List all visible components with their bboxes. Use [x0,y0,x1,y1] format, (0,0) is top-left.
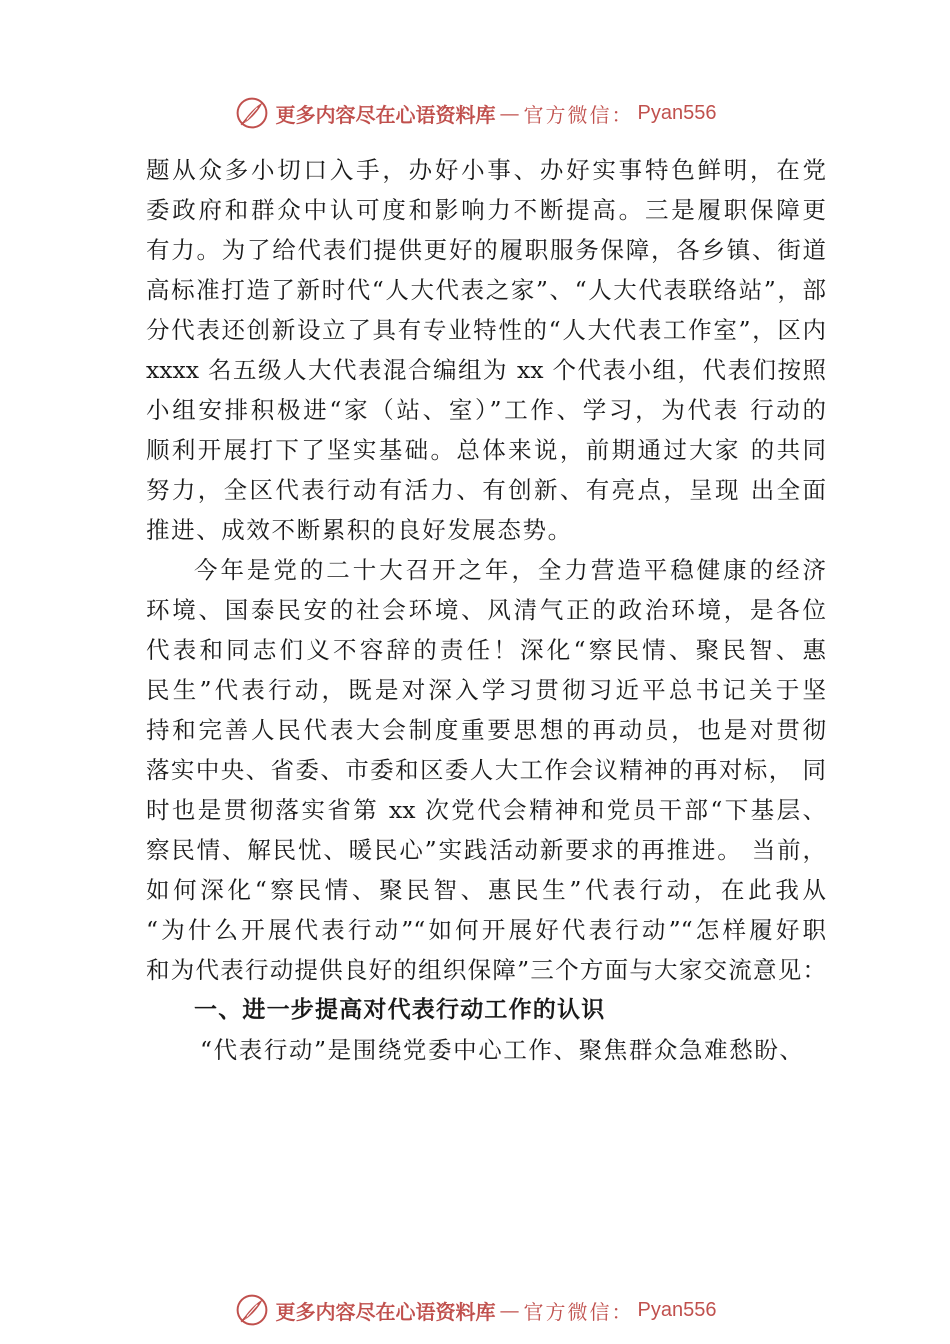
text-line: 努力，全区代表行动有活力、有创新、有亮点，呈现 出全面 [146,476,826,504]
watermark-brand: 更多内容尽在心语资料库 [275,1299,496,1324]
watermark-official-label: 官方微信： [523,102,634,127]
text-line: 高标准打造了新时代“人大代表之家”、“人大代表联络站”，部 [146,276,826,304]
text-line: 委政府和群众中认可度和影响力不断提高。三是履职保障更 [146,196,826,224]
watermark-dash: — [499,1298,520,1322]
text-line: “为什么开展代表行动”“如何开展好代表行动”“怎样履好职 [146,916,826,944]
text-line: 今年是党的二十大召开之年，全力营造平稳健康的经济 [194,556,826,584]
text-line: xxxx 名五级人大代表混合编组为 xx 个代表小组，代表们按照 [146,356,826,384]
header-watermark [0,93,950,133]
text-line: 落实中央、省委、市委和区委人大工作会议精神的再对标， 同 [146,756,826,784]
text-line: 顺利开展打下了坚实基础。总体来说，前期通过大家 的共同 [146,436,826,464]
watermark-official-label: 官方微信： [523,1299,634,1324]
document-body [146,150,826,1070]
feather-pen-logo-icon [234,1292,270,1328]
watermark-brand: 更多内容尽在心语资料库 [275,102,496,127]
text-line: 题从众多小切口入手，办好小事、办好实事特色鲜明，在党 [146,156,826,184]
text-line: 和为代表行动提供良好的组织保障”三个方面与大家交流意见： [146,956,826,984]
text-line: 如何深化“察民情、聚民智、惠民生”代表行动，在此我从 [146,876,826,904]
paragraph-second [146,550,826,990]
text-line: 持和完善人民代表大会制度重要思想的再动员，也是对贯彻 [146,716,826,744]
watermark-dash: — [499,101,520,125]
feather-pen-logo-icon [234,95,270,131]
text-line: 代表和同志们义不容辞的责任！深化“察民情、聚民智、惠 [146,636,826,664]
footer-watermark [0,1290,950,1330]
section-heading: 一、进一步提高对代表行动工作的认识 [194,997,606,1023]
text-line: 有力。为了给代表们提供更好的履职服务保障，各乡镇、街道 [146,236,826,264]
text-line: “代表行动”是围绕党委中心工作、聚焦群众急难愁盼、 [200,1036,805,1064]
watermark-wechat-id: Pyan556 [637,1298,717,1321]
text-line: 分代表还创新设立了具有专业特性的“人大代表工作室”，区内 [146,316,826,344]
text-line: 察民情、解民忧、暖民心”实践活动新要求的再推进。 当前， [146,836,826,864]
text-line: 时也是贯彻落实省第 xx 次党代会精神和党员干部“下基层、 [146,796,826,824]
watermark-wechat-id: Pyan556 [637,101,717,124]
paragraph-continued [146,150,826,550]
text-line: 民生”代表行动，既是对深入学习贯彻习近平总书记关于坚 [146,676,826,704]
text-line: 环境、国泰民安的社会环境、风清气正的政治环境，是各位 [146,596,826,624]
text-line: 推进、成效不断累积的良好发展态势。 [146,516,573,544]
text-line: 小组安排积极进“家（站、室）”工作、学习，为代表 行动的 [146,396,826,424]
